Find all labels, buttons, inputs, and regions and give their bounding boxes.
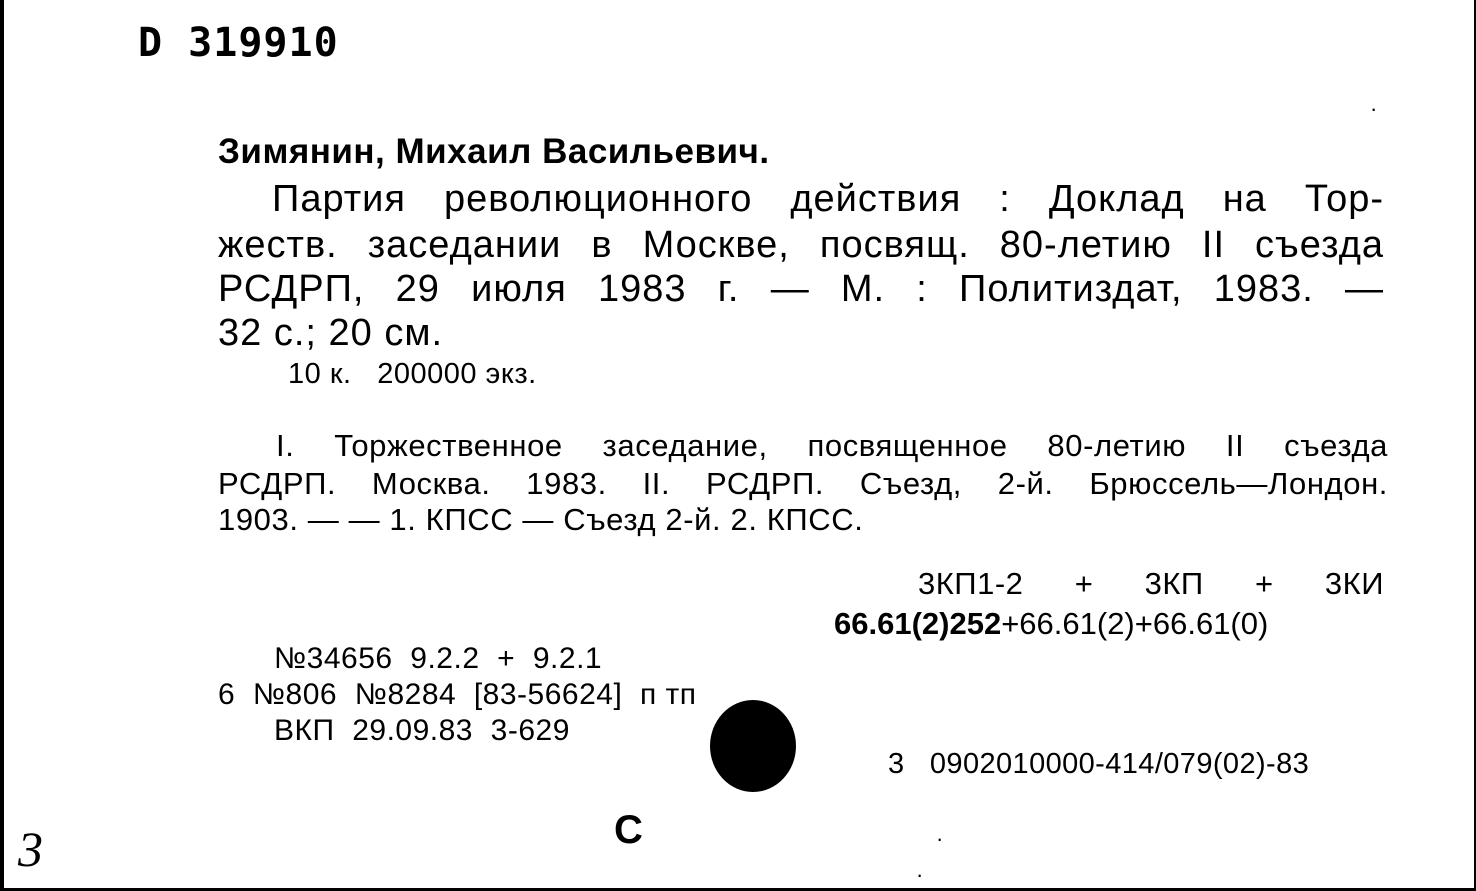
production-line-2: 6 №806 №8284 [83-56624] п тп	[218, 678, 697, 711]
title-line-3: РСДРП, 29 июля 1983 г. — М. : Политиздат, 1983. —	[218, 268, 1384, 310]
speck-mark: ·	[936, 826, 944, 851]
title-line-1: Партия революционного действия : Доклад на Тор-	[272, 178, 1384, 220]
speck-mark: ·	[916, 862, 924, 887]
subject-line-1: I. Торжественное заседание, посвященное 80-летию II съезда	[276, 428, 1388, 463]
author-heading: Зимянин, Михаил Васильевич.	[218, 132, 770, 171]
production-line-3: ВКП 29.09.83 3-629	[274, 714, 570, 747]
bottom-letter-mark: C	[614, 808, 643, 852]
punch-hole	[710, 700, 796, 792]
classification-secondary-indexes: +66.61(2)+66.61(0)	[1001, 606, 1269, 641]
classification-line-2	[834, 606, 1268, 642]
title-line-4: 32 с.; 20 см.	[218, 312, 444, 354]
subject-line-3: 1903. — — 1. КПСС — Съезд 2-й. 2. КПСС.	[218, 502, 864, 537]
speck-mark: ·	[1370, 96, 1378, 121]
accession-number: D 319910	[138, 20, 339, 66]
production-line-1: №34656 9.2.2 + 9.2.1	[274, 642, 603, 675]
price-and-print-run: 10 к. 200000 экз.	[288, 358, 537, 390]
classification-primary-index: 66.61(2)252	[834, 606, 1002, 641]
title-line-2: жеств. заседании в Москве, посвящ. 80-летию II съезда	[218, 224, 1384, 266]
isbn-code: 3 0902010000-414/079(02)-83	[888, 748, 1310, 780]
classification-line-1: 3КП1-2 + 3КП + 3КИ	[918, 566, 1384, 601]
corner-handwritten-mark: 3	[18, 821, 43, 877]
subject-line-2: РСДРП. Москва. 1983. II. РСДРП. Съезд, 2-й. Брюссель—Лондон.	[218, 466, 1388, 501]
